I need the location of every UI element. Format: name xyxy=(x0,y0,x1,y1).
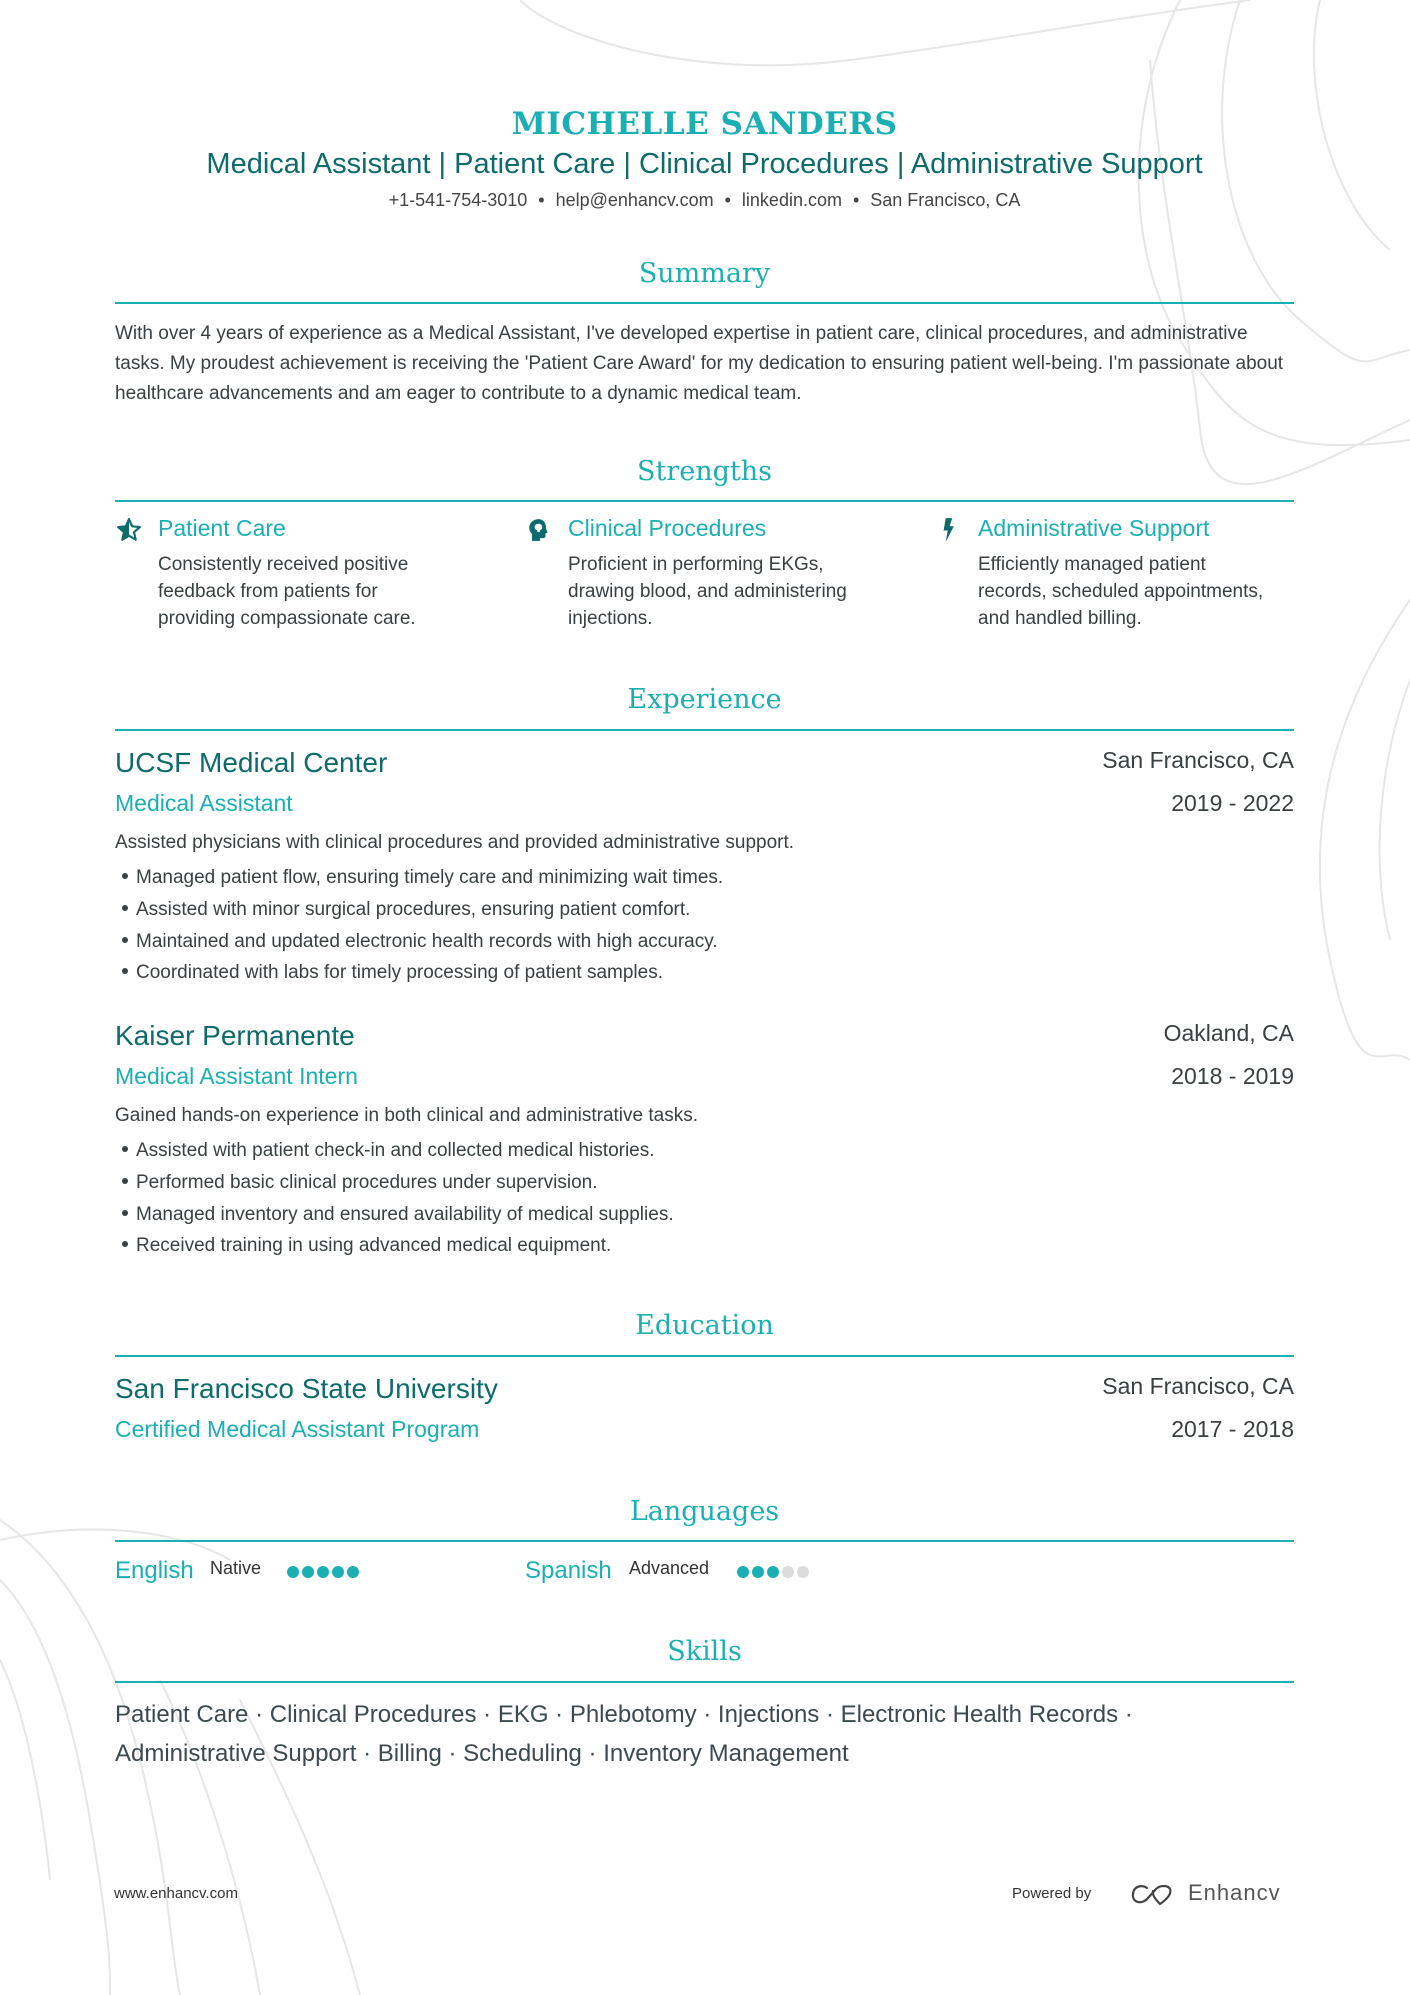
job-location: San Francisco, CA xyxy=(1102,747,1294,773)
powered-by-label: Powered by xyxy=(1012,1885,1092,1902)
bullet-dot xyxy=(122,1241,128,1247)
lightning-bolt-icon xyxy=(936,515,962,545)
strength-description: Proficient in performing EKGs, drawing blood, and administering injections. xyxy=(568,554,847,629)
section-divider xyxy=(115,1681,1294,1683)
proficiency-dot-filled xyxy=(302,1566,314,1578)
education-location: San Francisco, CA xyxy=(1102,1373,1294,1399)
separator: • xyxy=(724,190,731,210)
proficiency-dot-filled xyxy=(737,1566,749,1578)
language-proficiency-dots xyxy=(287,1565,362,1583)
job-description: Assisted physicians with clinical procedures and provided administrative support. xyxy=(115,832,795,853)
job-bullet xyxy=(122,1140,655,1162)
footer-website-link[interactable]: www.enhancv.com xyxy=(114,1885,238,1902)
bullet-text: Maintained and updated electronic health records with high accuracy. xyxy=(136,931,718,952)
strength-title: Patient Care xyxy=(158,515,286,541)
skills-line-2: Administrative Support · Billing · Scheduling · Inventory Management xyxy=(115,1740,849,1767)
strength-description: Efficiently managed patient records, scheduled appointments, and handled billing. xyxy=(978,554,1264,629)
enhancv-logo-icon xyxy=(1130,1883,1176,1907)
job-bullet xyxy=(122,1172,598,1194)
language-item-english xyxy=(115,1555,415,1589)
section-title-education: Education xyxy=(635,1310,774,1341)
phone: +1-541-754-3010 xyxy=(388,190,528,210)
bullet-dot xyxy=(122,905,128,911)
separator: • xyxy=(852,190,860,210)
job-company: UCSF Medical Center xyxy=(115,747,388,778)
education-program: Certified Medical Assistant Program xyxy=(115,1416,480,1442)
job-location: Oakland, CA xyxy=(1163,1020,1294,1046)
enhancv-brand: Enhancv xyxy=(1188,1880,1281,1905)
location: San Francisco, CA xyxy=(870,190,1021,210)
section-divider xyxy=(115,729,1294,731)
section-divider xyxy=(115,500,1294,502)
email-link[interactable]: help@enhancv.com xyxy=(555,190,714,210)
bullet-text: Coordinated with labs for timely processing of patient samples. xyxy=(136,962,663,983)
job-bullet xyxy=(122,899,690,921)
education-school: San Francisco State University xyxy=(115,1373,498,1404)
job-dates: 2019 - 2022 xyxy=(1171,790,1294,816)
bullet-text: Assisted with patient check-in and collected medical histories. xyxy=(136,1140,655,1161)
job-description: Gained hands-on experience in both clinical and administrative tasks. xyxy=(115,1105,698,1126)
strength-title: Clinical Procedures xyxy=(568,515,767,541)
proficiency-dot-filled xyxy=(332,1566,344,1578)
language-item-spanish xyxy=(525,1555,845,1589)
bullet-dot xyxy=(122,1210,128,1216)
section-title-experience: Experience xyxy=(627,684,782,715)
proficiency-dot-filled xyxy=(752,1566,764,1578)
proficiency-dot-filled xyxy=(767,1566,779,1578)
proficiency-dot-filled xyxy=(347,1566,359,1578)
language-level: Native xyxy=(210,1558,262,1578)
contact-line xyxy=(115,190,1294,211)
section-title-languages: Languages xyxy=(629,1496,780,1527)
language-name: Spanish xyxy=(525,1557,612,1584)
job-role: Medical Assistant Intern xyxy=(115,1063,358,1089)
strength-title: Administrative Support xyxy=(978,515,1210,541)
candidate-headline: Medical Assistant | Patient Care | Clinical Procedures | Administrative Support xyxy=(206,148,1203,180)
section-title-summary: Summary xyxy=(638,258,771,289)
job-bullet xyxy=(122,1204,674,1226)
job-role: Medical Assistant xyxy=(115,790,293,816)
proficiency-dot-filled xyxy=(317,1566,329,1578)
section-title-strengths: Strengths xyxy=(637,456,772,487)
language-proficiency-dots xyxy=(737,1565,812,1583)
powered-by-enhancv[interactable] xyxy=(1012,1880,1302,1912)
bullet-text: Managed patient flow, ensuring timely care and minimizing wait times. xyxy=(136,867,724,888)
candidate-name: MICHELLE SANDERS xyxy=(511,106,898,142)
skills-line-1: Patient Care · Clinical Procedures · EKG · Phlebotomy · Injections · Electronic Health Records · xyxy=(115,1701,1133,1728)
bullet-dot xyxy=(122,873,128,879)
summary-text: With over 4 years of experience as a Medical Assistant, I've developed expertise in patient care, clinical procedures, and administrative tasks. My proudest achievement is receiving the 'Patient Care Award' for my dedication to ensuring patient well-being. I'm passionate about healthcare advancements and am eager to contribute to a dynamic medical team. xyxy=(115,323,1284,404)
section-divider xyxy=(115,1355,1294,1357)
head-brain-icon xyxy=(526,515,552,545)
job-bullet xyxy=(122,867,723,889)
star-half-icon xyxy=(116,515,142,545)
job-dates: 2018 - 2019 xyxy=(1171,1063,1294,1089)
bullet-dot xyxy=(122,1178,128,1184)
section-divider xyxy=(115,302,1294,304)
linkedin-link[interactable]: linkedin.com xyxy=(741,190,842,210)
bullet-text: Managed inventory and ensured availability of medical supplies. xyxy=(136,1204,674,1225)
section-title-skills: Skills xyxy=(667,1636,742,1667)
proficiency-dot-empty xyxy=(797,1566,809,1578)
bullet-dot xyxy=(122,968,128,974)
language-name: English xyxy=(115,1557,194,1584)
section-divider xyxy=(115,1540,1294,1542)
job-bullet xyxy=(122,1235,611,1257)
proficiency-dot-empty xyxy=(782,1566,794,1578)
bullet-dot xyxy=(122,1146,128,1152)
strength-description: Consistently received positive feedback from patients for providing compassionate care. xyxy=(158,554,416,629)
bullet-text: Received training in using advanced medical equipment. xyxy=(136,1235,612,1256)
job-bullet xyxy=(122,931,718,953)
bullet-text: Performed basic clinical procedures under supervision. xyxy=(136,1172,598,1193)
education-dates: 2017 - 2018 xyxy=(1171,1416,1294,1442)
bullet-text: Assisted with minor surgical procedures, ensuring patient comfort. xyxy=(136,899,691,920)
bullet-dot xyxy=(122,937,128,943)
separator: • xyxy=(538,190,545,210)
language-level: Advanced xyxy=(629,1558,710,1578)
job-company: Kaiser Permanente xyxy=(115,1020,355,1051)
job-bullet xyxy=(122,962,663,984)
proficiency-dot-filled xyxy=(287,1566,299,1578)
